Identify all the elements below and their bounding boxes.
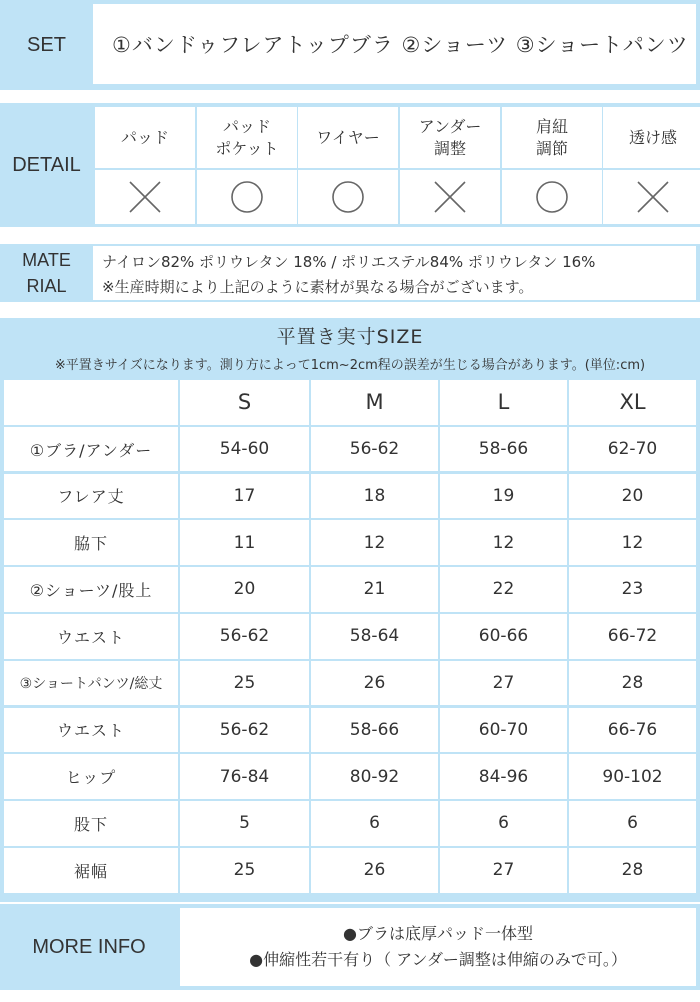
size-header-m: M (311, 380, 438, 425)
row-label: フレア丈 (4, 474, 178, 519)
circle-icon (534, 179, 570, 215)
cell-value: 66-76 (569, 708, 696, 753)
set-section (0, 0, 700, 90)
detail-header-2: パッド ポケット (197, 107, 297, 168)
row-label: ②ショーツ/股上 (4, 567, 178, 612)
more-info-line-1: ●ブラは底厚パッド一体型 (343, 924, 533, 943)
cell-value: 58-66 (311, 708, 438, 753)
cell-value: 28 (569, 661, 696, 706)
material-note: ※生産時期により上記のように素材が異なる場合がございます。 (102, 278, 534, 296)
row-label: ヒップ (4, 754, 178, 799)
row-label: 股下 (4, 801, 178, 846)
cell-value: 26 (311, 661, 438, 706)
cell-value: 27 (440, 848, 567, 893)
cell-value: 54-60 (180, 427, 309, 472)
material-box (93, 246, 696, 300)
detail-mark-4 (400, 170, 500, 224)
cell-value: 19 (440, 474, 567, 519)
cell-value: 56-62 (180, 614, 309, 659)
cell-value: 22 (440, 567, 567, 612)
cell-value: 25 (180, 848, 309, 893)
more-info-section (0, 904, 700, 990)
set-label: SET (27, 33, 66, 56)
row-label: ①ブラ/アンダー (4, 427, 178, 472)
material-label: MATE RIAL (22, 250, 71, 296)
row-label: 脇下 (4, 520, 178, 565)
cell-value: 56-62 (180, 708, 309, 753)
detail-mark-1 (95, 170, 195, 224)
cell-value: 6 (311, 801, 438, 846)
row-label: ウエスト (4, 614, 178, 659)
cell-value: 66-72 (569, 614, 696, 659)
cell-value: 12 (311, 520, 438, 565)
cell-value: 56-62 (311, 427, 438, 472)
cell-value: 6 (569, 801, 696, 846)
row-label: ウエスト (4, 708, 178, 753)
cell-value: 62-70 (569, 427, 696, 472)
more-info-box (180, 908, 696, 986)
material-composition: ナイロン82% ポリウレタン 18% / ポリエステル84% ポリウレタン 16% (102, 253, 596, 271)
detail-header-5: 肩紐 調節 (502, 107, 602, 168)
cross-icon (635, 179, 671, 215)
cell-value: 80-92 (311, 754, 438, 799)
detail-mark-3 (298, 170, 398, 224)
cross-icon (127, 179, 163, 215)
cell-value: 26 (311, 848, 438, 893)
detail-mark-5 (502, 170, 602, 224)
size-header-xl: XL (569, 380, 696, 425)
cell-value: 17 (180, 474, 309, 519)
detail-section (0, 103, 700, 227)
cell-value: 27 (440, 661, 567, 706)
cell-value: 60-70 (440, 708, 567, 753)
cross-icon (432, 179, 468, 215)
set-value-box (93, 4, 696, 84)
cell-value: 18 (311, 474, 438, 519)
set-value: ①バンドゥフレアトップブラ ②ショーツ ③ショートパンツ (112, 33, 689, 57)
size-header-blank (4, 380, 178, 425)
detail-header-1: パッド (95, 107, 195, 168)
size-header-l: L (440, 380, 567, 425)
row-label: ③ショートパンツ/総丈 (4, 661, 178, 706)
size-title: 平置き実寸SIZE (276, 325, 424, 348)
size-note: ※平置きサイズになります。測り方によって1cm~2cm程の誤差が生じる場合があります。(単位:cm) (54, 357, 646, 373)
circle-icon (229, 179, 265, 215)
cell-value: 6 (440, 801, 567, 846)
detail-mark-2 (197, 170, 297, 224)
material-section (0, 244, 700, 302)
cell-value: 20 (180, 567, 309, 612)
cell-value: 12 (569, 520, 696, 565)
cell-value: 20 (569, 474, 696, 519)
cell-value: 58-64 (311, 614, 438, 659)
cell-value: 11 (180, 520, 309, 565)
size-section (0, 318, 700, 902)
cell-value: 12 (440, 520, 567, 565)
cell-value: 90-102 (569, 754, 696, 799)
detail-header-4: アンダー 調整 (400, 107, 500, 168)
cell-value: 21 (311, 567, 438, 612)
cell-value: 58-66 (440, 427, 567, 472)
more-info-line-2: ●伸縮性若干有り（ アンダー調整は伸縮のみで可。） (249, 950, 627, 969)
cell-value: 5 (180, 801, 309, 846)
row-label: 裾幅 (4, 848, 178, 893)
size-header-s: S (180, 380, 309, 425)
cell-value: 25 (180, 661, 309, 706)
cell-value: 60-66 (440, 614, 567, 659)
detail-mark-6 (603, 170, 700, 224)
detail-label: DETAIL (12, 153, 81, 176)
cell-value: 28 (569, 848, 696, 893)
cell-value: 76-84 (180, 754, 309, 799)
detail-header-3: ワイヤー (298, 107, 398, 168)
detail-header-6: 透け感 (603, 107, 700, 168)
cell-value: 84-96 (440, 754, 567, 799)
more-info-label: MORE INFO (32, 935, 146, 958)
circle-icon (330, 179, 366, 215)
cell-value: 23 (569, 567, 696, 612)
